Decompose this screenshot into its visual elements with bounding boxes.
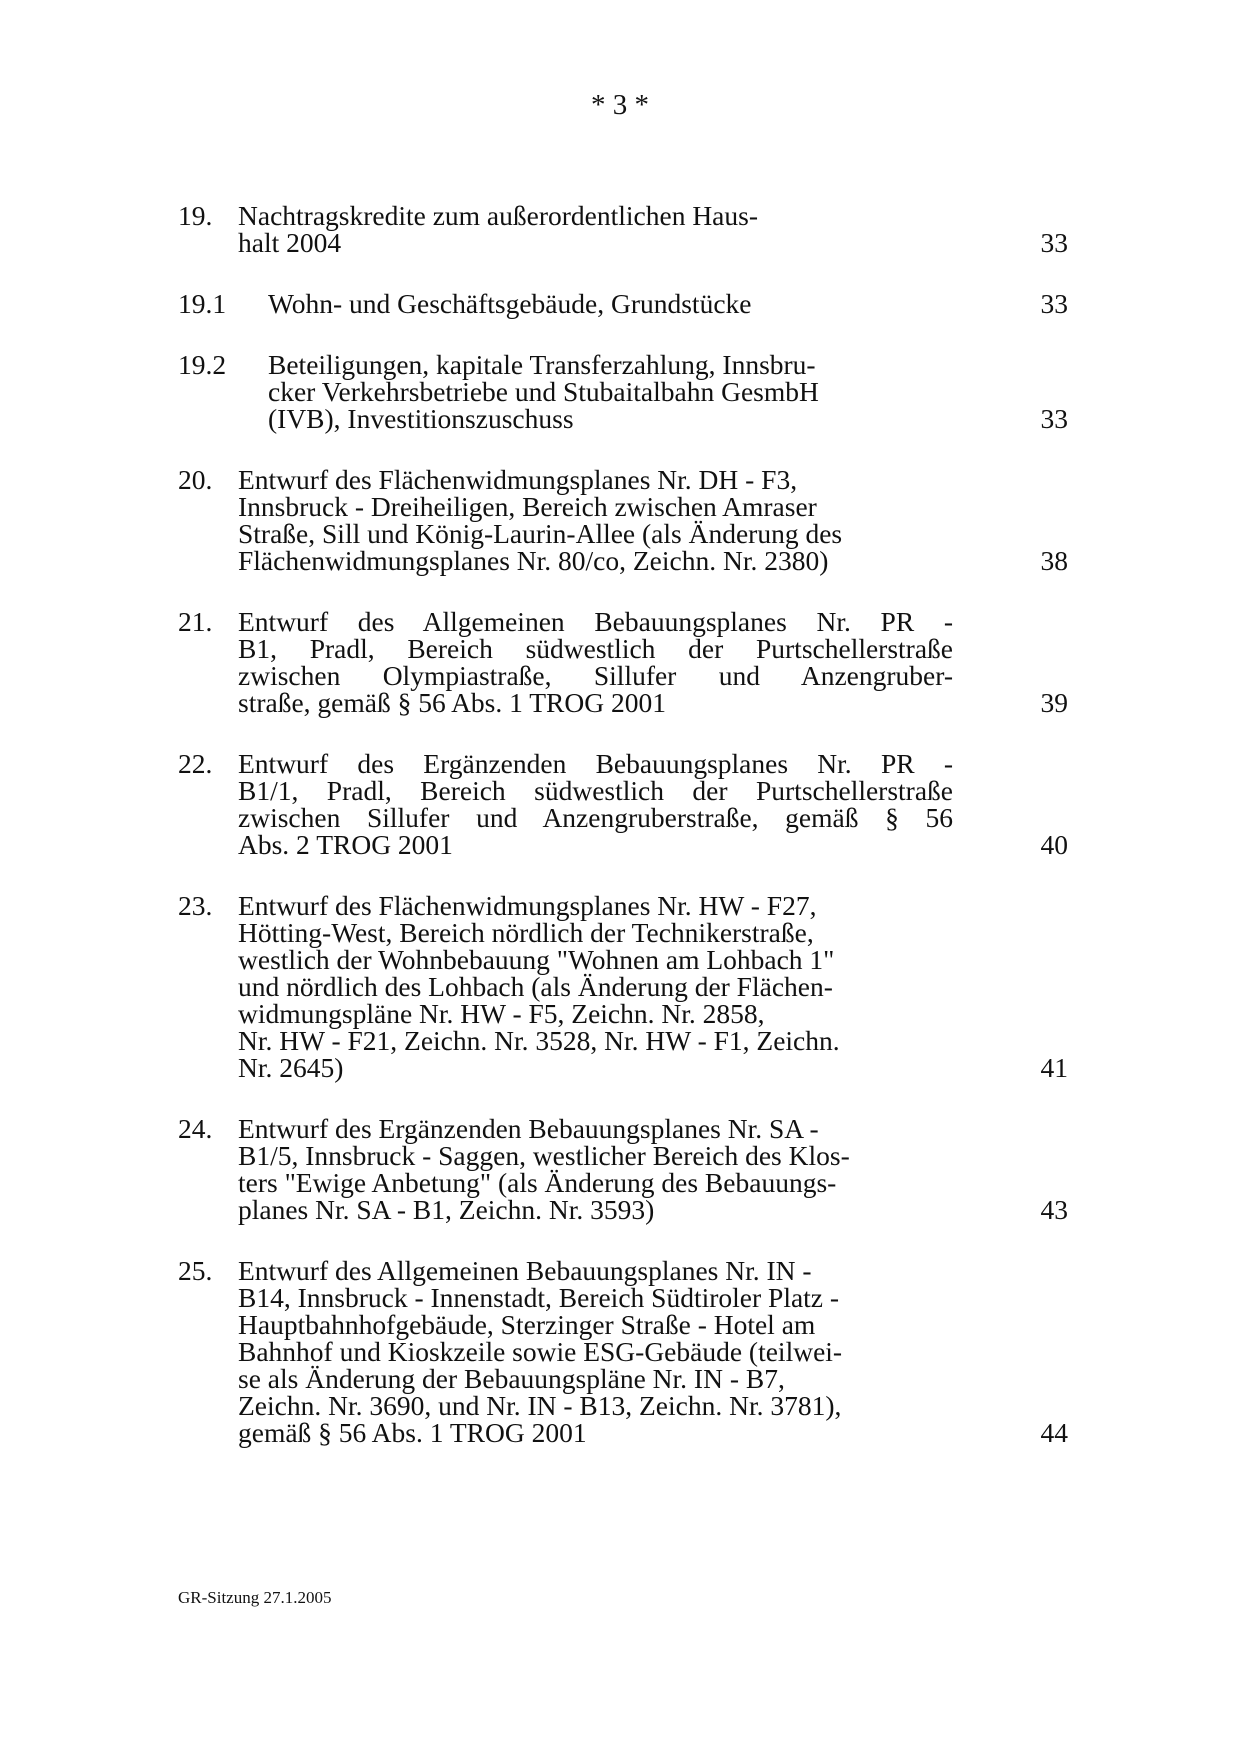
- toc-entry-line: B1, Pradl, Bereich südwestlich der Purtschellerstraße: [238, 633, 953, 664]
- toc-entry-line: Innsbruck - Dreiheiligen, Bereich zwischen Amraser: [238, 491, 817, 522]
- toc-entry-line: Hötting-West, Bereich nördlich der Technikerstraße,: [238, 917, 814, 948]
- toc-entry-text: [238, 202, 953, 256]
- toc-entry-number: 20.: [178, 464, 213, 495]
- toc-entry-line: zwischen Olympiastraße, Sillufer und Anzengruber-: [238, 660, 953, 691]
- toc-entry-line: Straße, Sill und König-Laurin-Allee (als Änderung des: [238, 518, 843, 549]
- toc-entry-line: ters "Ewige Anbetung" (als Änderung des Bebauungs-: [238, 1167, 837, 1198]
- toc-entry-number: 19.1: [178, 288, 227, 319]
- page-number: * 3 *: [591, 89, 649, 121]
- toc-entry-page: 33: [1040, 227, 1068, 258]
- toc-entry-line: se als Änderung der Bebauungspläne Nr. IN - B7,: [238, 1363, 785, 1394]
- toc-entry-number: 24.: [178, 1113, 213, 1144]
- toc-entry-line: B1/1, Pradl, Bereich südwestlich der Purtschellerstraße: [238, 775, 953, 806]
- toc-entry-line: zwischen Sillufer und Anzengruberstraße, gemäß § 56: [238, 802, 953, 833]
- toc-entry-line: widmungspläne Nr. HW - F5, Zeichn. Nr. 2858,: [238, 998, 765, 1029]
- toc-entry-text: [238, 466, 953, 574]
- toc-entry-line: (IVB), Investitionszuschuss: [268, 403, 574, 434]
- toc-entry-line: Abs. 2 TROG 2001: [238, 829, 453, 860]
- toc-entry-line: straße, gemäß § 56 Abs. 1 TROG 2001: [238, 687, 666, 718]
- toc-entry-line: cker Verkehrsbetriebe und Stubaitalbahn GesmbH: [268, 376, 819, 407]
- toc-entry-line: B1/5, Innsbruck - Saggen, westlicher Bereich des Klos-: [238, 1140, 850, 1171]
- toc-entry-line: Entwurf des Allgemeinen Bebauungsplanes Nr. IN -: [238, 1255, 812, 1286]
- toc-entry-line: B14, Innsbruck - Innenstadt, Bereich Südtiroler Platz -: [238, 1282, 840, 1313]
- toc-entry-line: Zeichn. Nr. 3690, und Nr. IN - B13, Zeichn. Nr. 3781),: [238, 1390, 842, 1421]
- toc-entry-line: planes Nr. SA - B1, Zeichn. Nr. 3593): [238, 1194, 655, 1225]
- toc-entry-line: und nördlich des Lohbach (als Änderung der Flächen-: [238, 971, 833, 1002]
- toc-entry-21: [178, 608, 1068, 716]
- toc-entry-page: 43: [1040, 1194, 1068, 1225]
- toc-entry-20: [178, 466, 1068, 574]
- toc-entry-line: Bahnhof und Kioskzeile sowie ESG-Gebäude (teilwei-: [238, 1336, 843, 1367]
- toc-entry-line: gemäß § 56 Abs. 1 TROG 2001: [238, 1417, 587, 1448]
- toc-entry-text: [268, 351, 953, 432]
- toc-entry-line: Nr. HW - F21, Zeichn. Nr. 3528, Nr. HW - F1, Zeichn.: [238, 1025, 840, 1056]
- toc-entry-number: 21.: [178, 606, 213, 637]
- toc-entry-line: Entwurf des Flächenwidmungsplanes Nr. HW - F27,: [238, 890, 817, 921]
- toc-entry-text: [238, 1257, 953, 1446]
- toc-entry-page: 39: [1040, 687, 1068, 718]
- toc-entry-page: 41: [1040, 1052, 1068, 1083]
- toc-entry-line: westlich der Wohnbebauung "Wohnen am Lohbach 1": [238, 944, 835, 975]
- toc-entry-page: 33: [1040, 403, 1068, 434]
- table-of-contents: [178, 202, 1068, 1446]
- toc-entry-line: Beteiligungen, kapitale Transferzahlung, Innsbru-: [268, 349, 816, 380]
- toc-entry-22: [178, 750, 1068, 858]
- toc-entry-19-2: [178, 351, 1068, 432]
- footer-session-date: GR-Sitzung 27.1.2005: [178, 1588, 332, 1607]
- toc-entry-line: halt 2004: [238, 227, 342, 258]
- toc-entry-line: Hauptbahnhofgebäude, Sterzinger Straße - Hotel am: [238, 1309, 816, 1340]
- toc-entry-text: [268, 290, 953, 317]
- toc-entry-19-1: [178, 290, 1068, 317]
- toc-entry-line: Entwurf des Allgemeinen Bebauungsplanes Nr. PR -: [238, 606, 953, 637]
- toc-entry-page: 40: [1040, 829, 1068, 860]
- toc-entry-line: Nr. 2645): [238, 1052, 344, 1083]
- toc-entry-number: 19.2: [178, 349, 227, 380]
- toc-entry-24: [178, 1115, 1068, 1223]
- toc-entry-25: [178, 1257, 1068, 1446]
- toc-entry-text: [238, 608, 953, 716]
- toc-entry-line: Entwurf des Ergänzenden Bebauungsplanes Nr. SA -: [238, 1113, 819, 1144]
- toc-entry-number: 22.: [178, 748, 213, 779]
- toc-entry-number: 23.: [178, 890, 213, 921]
- toc-entry-number: 25.: [178, 1255, 213, 1286]
- toc-entry-line: Nachtragskredite zum außerordentlichen Haus-: [238, 200, 758, 231]
- toc-entry-text: [238, 1115, 953, 1223]
- toc-entry-text: [238, 750, 953, 858]
- toc-entry-text: [238, 892, 953, 1081]
- toc-entry-page: 33: [1040, 288, 1068, 319]
- toc-entry-19: [178, 202, 1068, 256]
- toc-entry-page: 38: [1040, 545, 1068, 576]
- toc-entry-line: Entwurf des Flächenwidmungsplanes Nr. DH - F3,: [238, 464, 798, 495]
- toc-entry-line: Entwurf des Ergänzenden Bebauungsplanes Nr. PR -: [238, 748, 953, 779]
- toc-entry-line: Flächenwidmungsplanes Nr. 80/co, Zeichn. Nr. 2380): [238, 545, 829, 576]
- toc-entry-page: 44: [1040, 1417, 1068, 1448]
- toc-entry-number: 19.: [178, 200, 213, 231]
- toc-entry-23: [178, 892, 1068, 1081]
- toc-entry-line: Wohn- und Geschäftsgebäude, Grundstücke: [268, 288, 752, 319]
